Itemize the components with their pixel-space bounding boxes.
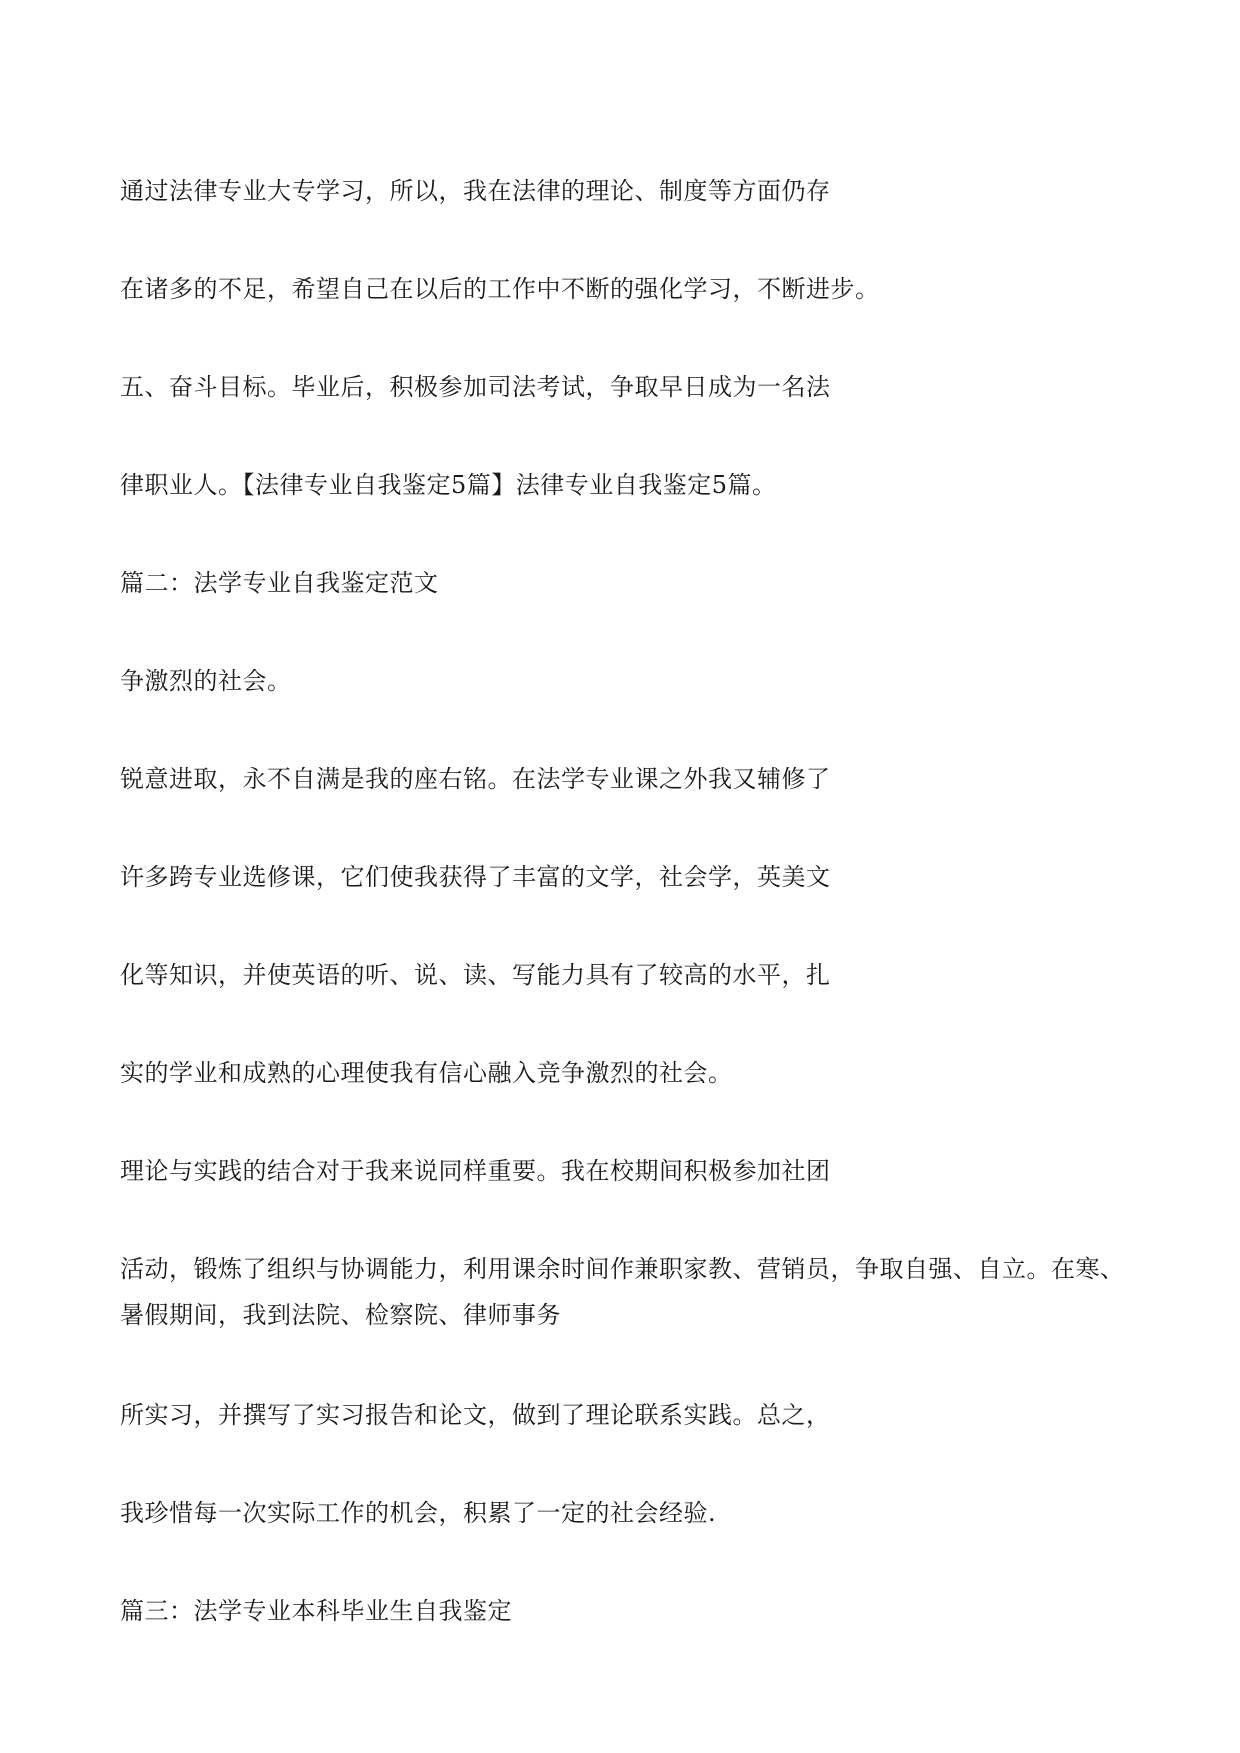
text-line: 实的学业和成熟的心理使我有信心融入竞争激烈的社会。	[120, 1059, 733, 1087]
text-line: 化等知识，并使英语的听、说、读、写能力具有了较高的水平，扎	[120, 961, 831, 989]
text-line: 活动，锻炼了组织与协调能力，利用课余时间作兼职家教、营销员，争取自强、自立。在寒、	[120, 1255, 1125, 1283]
section-heading: 篇二：法学专业自我鉴定范文	[120, 569, 439, 597]
text-line: 在诸多的不足，希望自己在以后的工作中不断的强化学习，不断进步。	[120, 275, 880, 303]
text-line: 理论与实践的结合对于我来说同样重要。我在校期间积极参加社团	[120, 1157, 831, 1185]
text-line: 暑假期间，我到法院、检察院、律师事务	[120, 1301, 561, 1329]
text-line: 所实习，并撰写了实习报告和论文，做到了理论联系实践。总之，	[120, 1401, 831, 1429]
text-line: 许多跨专业选修课，它们使我获得了丰富的文学，社会学，英美文	[120, 863, 831, 891]
text-line: 我珍惜每一次实际工作的机会，积累了一定的社会经验.	[120, 1499, 717, 1527]
text-line: 争激烈的社会。	[120, 667, 292, 695]
text-line: 通过法律专业大专学习，所以，我在法律的理论、制度等方面仍存	[120, 177, 831, 205]
text-line: 律职业人。【法律专业自我鉴定5篇】法律专业自我鉴定5篇。	[120, 471, 777, 499]
text-line: 锐意进取，永不自满是我的座右铭。在法学专业课之外我又辅修了	[120, 765, 831, 793]
section-heading: 篇三：法学专业本科毕业生自我鉴定	[120, 1597, 512, 1625]
text-line: 五、奋斗目标。毕业后，积极参加司法考试，争取早日成为一名法	[120, 373, 831, 401]
